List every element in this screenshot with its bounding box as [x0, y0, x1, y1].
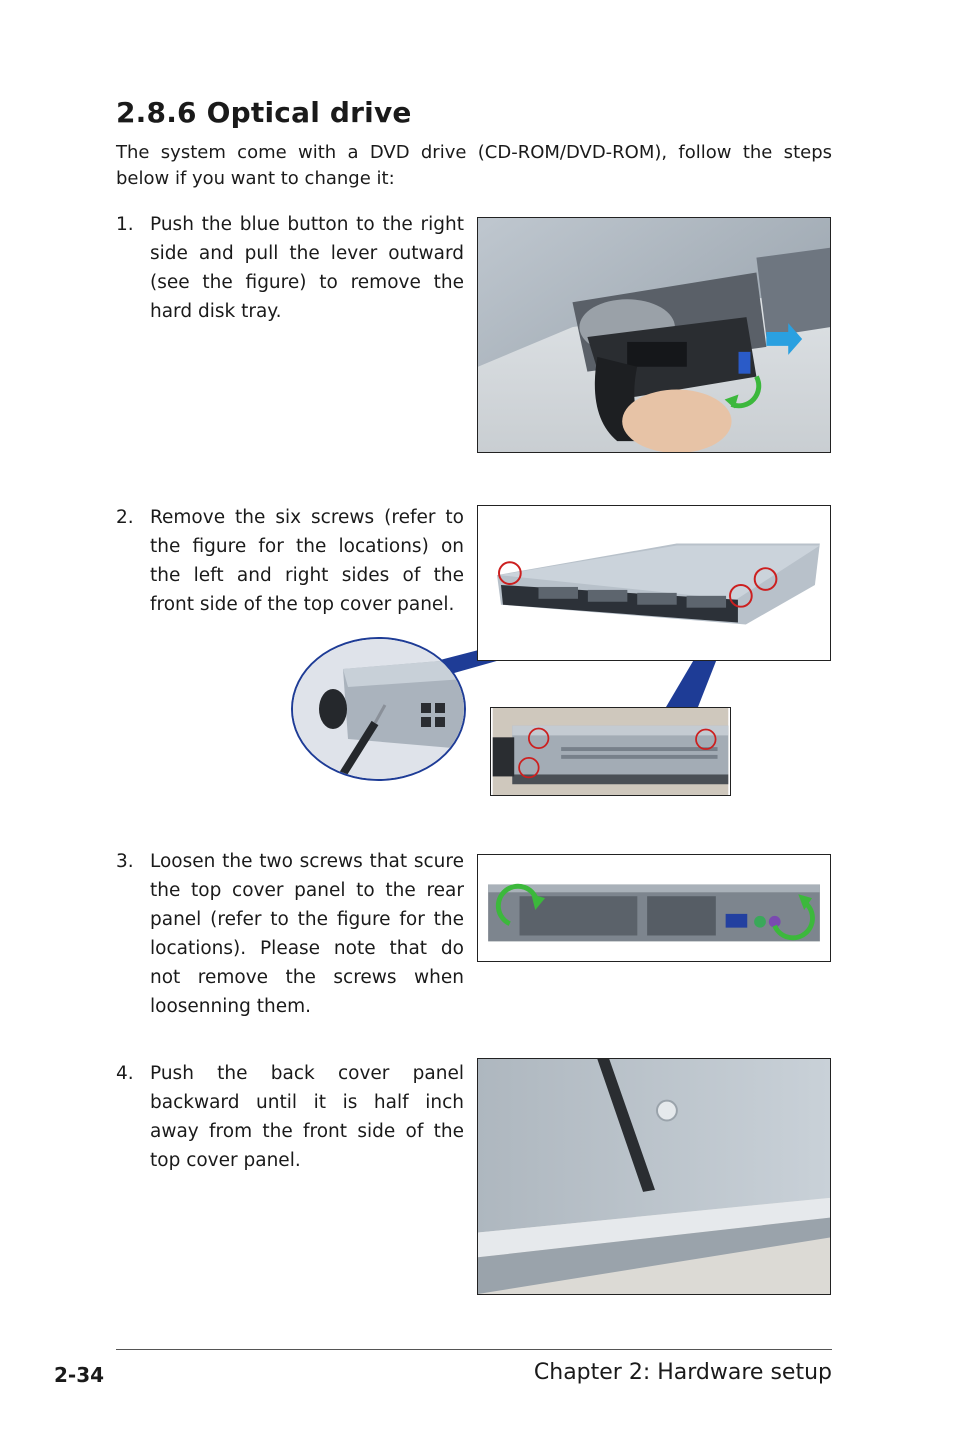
step-number: 4.: [116, 1063, 134, 1084]
step-number: 3.: [116, 851, 134, 872]
step-4: [116, 1059, 464, 1175]
step-text: Loosen the two screws that scure the top cover panel to the rear panel (refer to the figure for the locations). Please note that do not remove the screws when loosenning them.: [150, 851, 464, 1017]
step-3: [116, 847, 464, 1021]
chapter-title: Chapter 2: Hardware setup: [533, 1360, 832, 1385]
figure-hdd-tray-removal: [477, 217, 831, 453]
top-cover-photo: [478, 1059, 830, 1294]
server-side-photo: [491, 708, 730, 795]
intro-paragraph: The system come with a DVD drive (CD-ROM/DVD-ROM), follow the steps below if you want to change it:: [116, 142, 832, 189]
server-front-photo: [478, 506, 830, 660]
hdd-tray-photo: [478, 218, 830, 452]
figure-rear-panel-screws: [477, 854, 831, 962]
figure-server-front-screws: [477, 505, 831, 661]
figure-top-cover-slide: [477, 1058, 831, 1295]
rear-panel-photo: [478, 855, 830, 961]
footer-rule: [116, 1349, 832, 1350]
step-number: 2.: [116, 507, 134, 528]
step-text: Push the blue button to the right side and pull the lever outward (see the figure) to remove the hard disk tray.: [150, 214, 464, 322]
step-number: 1.: [116, 214, 134, 235]
step-text: Push the back cover panel backward until it is half inch away from the front side of the top cover panel.: [150, 1063, 464, 1171]
step-1: [116, 210, 464, 326]
screwdriver-closeup-photo: [293, 639, 464, 779]
step-text: Remove the six screws (refer to the figure for the locations) on the left and right sides of the front side of the top cover panel.: [150, 507, 464, 615]
section-title: 2.8.6 Optical drive: [116, 96, 412, 129]
figure-screwdriver-closeup: [291, 637, 466, 781]
page-number: 2-34: [54, 1363, 105, 1387]
figure-server-side-screws: [490, 707, 731, 796]
